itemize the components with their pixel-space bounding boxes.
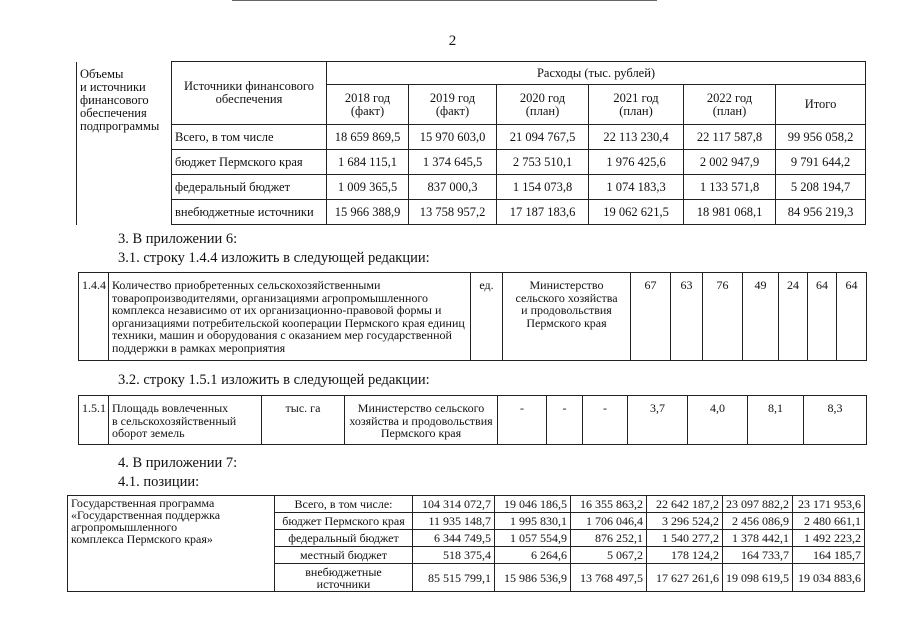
cell: 18 981 068,1 [684,200,776,225]
cell: 19 098 619,5 [723,564,793,592]
cell: 3 296 524,2 [647,513,723,530]
cell: 518 375,4 [413,547,495,564]
cell: 164 185,7 [793,547,865,564]
cell: 1 374 645,5 [409,150,497,175]
cell: 11 935 148,7 [413,513,495,530]
indicator-name: Количество приобретенных сельскохозяйственными товаропроизводителями, организациями агропромышленного комплекса независимо от их организационно-правовой формы и организациями потребительской кооперации Пермского края единиц техники, машин и оборудования с оказанием мер государственной поддержки в рамках мероприятия [109,273,471,361]
value-cell: 3,7 [628,396,688,445]
cell: 1 995 830,1 [495,513,571,530]
value-cell: - [498,396,547,445]
paragraph-3: 3. В приложении 6: [118,231,238,247]
cell: 1 976 425,6 [589,150,684,175]
cell: 178 124,2 [647,547,723,564]
value-cell: 8,3 [804,396,867,445]
cell: 1 492 223,2 [793,530,865,547]
value-cell: - [583,396,628,445]
row-label: Всего, в том числе [172,125,327,150]
cell: 6 264,6 [495,547,571,564]
cell: 85 515 799,1 [413,564,495,592]
cell: 15 970 603,0 [409,125,497,150]
cell: 876 252,1 [571,530,647,547]
value-cell: 76 [703,273,743,361]
program-funding-table [67,495,865,592]
cell: 15 966 388,9 [327,200,409,225]
paragraph-4: 4. В приложении 7: [118,455,238,471]
row-label: внебюджетные источники [275,564,413,592]
year-header: 2019 год (факт) [409,85,497,125]
cell: 2 456 086,9 [723,513,793,530]
cell: 13 758 957,2 [409,200,497,225]
cell: 19 034 883,6 [793,564,865,592]
funding-table [76,61,866,225]
cell: 19 046 186,5 [495,496,571,513]
value-cell: 4,0 [688,396,748,445]
source-header: Источники финансового обеспечения [172,62,327,125]
value-cell: 64 [837,273,867,361]
cell: 23 097 882,2 [723,496,793,513]
cell: 1 706 046,4 [571,513,647,530]
paragraph-4-1: 4.1. позиции: [118,474,200,490]
year-header: 2022 год (план) [684,85,776,125]
cell: 1 133 571,8 [684,175,776,200]
row-label: федеральный бюджет [172,175,327,200]
cell: 1 057 554,9 [495,530,571,547]
cell: 1 684 115,1 [327,150,409,175]
cell: 2 002 947,9 [684,150,776,175]
cell: 22 113 230,4 [589,125,684,150]
value-cell: 24 [779,273,808,361]
year-header: 2018 год (факт) [327,85,409,125]
row-code: 1.4.4 [79,273,109,361]
row-code: 1.5.1 [79,396,109,445]
ministry: Министерство сельского хозяйства и продовольствия Пермского края [503,273,631,361]
cell: 9 791 644,2 [776,150,866,175]
value-cell: 64 [808,273,837,361]
top-rule [232,0,657,1]
cell: 5 208 194,7 [776,175,866,200]
cell: 1 378 442,1 [723,530,793,547]
unit: тыс. га [262,396,345,445]
row-label: внебюджетные источники [172,200,327,225]
cell: 1 540 277,2 [647,530,723,547]
table-row [68,496,865,513]
cell: 837 000,3 [409,175,497,200]
table-row [77,150,866,175]
table-row [77,175,866,200]
value-cell: 8,1 [748,396,804,445]
cell: 18 659 869,5 [327,125,409,150]
row-label: федеральный бюджет [275,530,413,547]
cell: 6 344 749,5 [413,530,495,547]
indicator-1-4-4-table [78,272,867,361]
cell: 1 009 365,5 [327,175,409,200]
cell: 19 062 621,5 [589,200,684,225]
row-label: бюджет Пермского края [172,150,327,175]
cell: 104 314 072,7 [413,496,495,513]
row-label: Всего, в том числе: [275,496,413,513]
cell: 16 355 863,2 [571,496,647,513]
page-number: 2 [448,33,457,49]
indicator-1-5-1-table [78,395,867,445]
expenses-header: Расходы (тыс. рублей) [327,62,866,85]
cell: 15 986 536,9 [495,564,571,592]
cell: 84 956 219,3 [776,200,866,225]
row-label: местный бюджет [275,547,413,564]
cell: 21 094 767,5 [497,125,589,150]
cell: 2 753 510,1 [497,150,589,175]
table-row [77,125,866,150]
program-name: Государственная программа «Государственная поддержка агропромышленного комплекса Пермского края» [68,496,275,592]
cell: 22 642 187,2 [647,496,723,513]
paragraph-3-1: 3.1. строку 1.4.4 изложить в следующей редакции: [118,250,430,266]
ministry: Министерство сельского хозяйства и продовольствия Пермского края [345,396,498,445]
unit: ед. [471,273,503,361]
cell: 13 768 497,5 [571,564,647,592]
value-cell: 63 [671,273,703,361]
cell: 5 067,2 [571,547,647,564]
value-cell: 49 [743,273,779,361]
table-row [77,200,866,225]
cell: 17 627 261,6 [647,564,723,592]
cell: 1 154 073,8 [497,175,589,200]
value-cell: - [547,396,583,445]
cell: 2 480 661,1 [793,513,865,530]
row-label: бюджет Пермского края [275,513,413,530]
cell: 99 956 058,2 [776,125,866,150]
cell: 23 171 953,6 [793,496,865,513]
cell: 17 187 183,6 [497,200,589,225]
subprogram-label: Объемы и источники финансового обеспечения подпрограммы [77,62,172,225]
cell: 164 733,7 [723,547,793,564]
cell: 22 117 587,8 [684,125,776,150]
value-cell: 67 [631,273,671,361]
cell: 1 074 183,3 [589,175,684,200]
year-header: 2020 год (план) [497,85,589,125]
year-header: 2021 год (план) [589,85,684,125]
paragraph-3-2: 3.2. строку 1.5.1 изложить в следующей редакции: [118,372,430,388]
indicator-name: Площадь вовлеченных в сельскохозяйственный оборот земель [109,396,262,445]
total-header: Итого [776,85,866,125]
